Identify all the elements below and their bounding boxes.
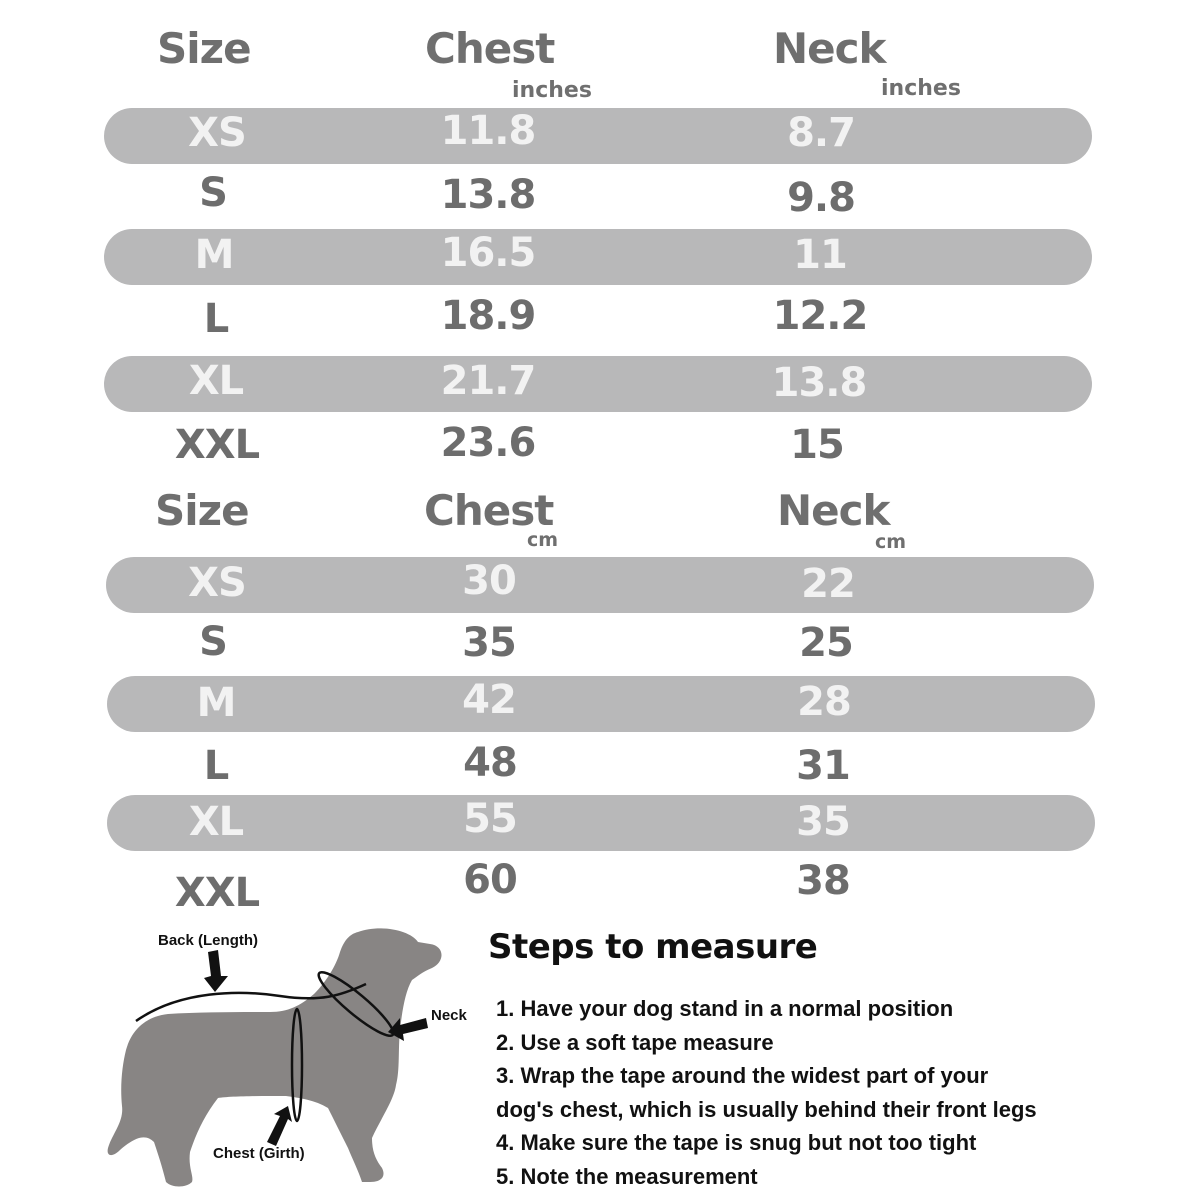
neck-cell: 11 xyxy=(793,232,847,278)
neck-cell: 38 xyxy=(796,858,850,904)
neck-header: Neck xyxy=(777,486,890,535)
step-item: 4. Make sure the tape is snug but not too tight xyxy=(496,1130,977,1155)
neck-cell: 22 xyxy=(801,561,855,607)
chest-cell: 48 xyxy=(463,740,517,786)
step-item: 3. Wrap the tape around the widest part of your xyxy=(496,1063,989,1088)
chest-cell: 16.5 xyxy=(440,230,536,276)
back-length-label: Back (Length) xyxy=(158,932,259,949)
neck-header: Neck xyxy=(773,24,886,73)
size-cell: XXL xyxy=(174,422,260,468)
size-cell: L xyxy=(203,743,229,789)
chest-cell: 23.6 xyxy=(440,420,536,466)
arrow-icon xyxy=(267,1106,292,1146)
size-cell: XS xyxy=(188,560,246,606)
size-cell: XS xyxy=(188,110,246,156)
chest-header: Chest xyxy=(425,24,555,73)
step-item: dog's chest, which is usually behind their front legs xyxy=(496,1096,1037,1122)
chest-cell: 35 xyxy=(462,620,516,666)
chest-cell: 55 xyxy=(463,796,517,842)
neck-cell: 8.7 xyxy=(787,110,855,156)
size-cell: XXL xyxy=(174,870,260,916)
size-cell: S xyxy=(199,619,227,665)
neck-cell: 12.2 xyxy=(772,293,868,339)
chest-cell: 30 xyxy=(462,558,516,604)
neck-unit: inches xyxy=(881,76,961,101)
size-header: Size xyxy=(155,486,249,535)
chest-header: Chest xyxy=(424,486,554,535)
size-cell: M xyxy=(194,232,234,278)
steps-title: Steps to measure xyxy=(488,927,818,967)
size-cell: S xyxy=(199,170,227,216)
arrow-icon xyxy=(204,950,228,992)
neck-unit: cm xyxy=(875,531,907,553)
chest-cell: 18.9 xyxy=(440,293,536,339)
neck-cell: 13.8 xyxy=(771,360,867,406)
neck-cell: 31 xyxy=(796,743,850,789)
size-cell: XL xyxy=(188,799,244,845)
step-item: 5. Note the measurement xyxy=(496,1163,758,1189)
step-item: 2. Use a soft tape measure xyxy=(496,1029,774,1055)
chest-cell: 60 xyxy=(463,857,517,903)
neck-cell: 28 xyxy=(797,679,851,725)
steps-list xyxy=(496,992,1037,1193)
neck-cell: 15 xyxy=(790,422,844,468)
chest-unit: cm xyxy=(527,529,559,551)
neck-cell: 9.8 xyxy=(787,175,855,221)
size-cell: M xyxy=(196,680,236,726)
chest-girth-label: Chest (Girth) xyxy=(213,1145,305,1162)
neck-cell: 35 xyxy=(796,799,850,845)
chest-cell: 11.8 xyxy=(440,108,536,154)
chest-cell: 13.8 xyxy=(440,172,536,218)
size-header: Size xyxy=(157,24,251,73)
chest-unit: inches xyxy=(512,78,592,103)
step-item: 1. Have your dog stand in a normal position xyxy=(496,996,954,1021)
chest-cell: 42 xyxy=(462,677,516,723)
size-cell: XL xyxy=(188,358,244,404)
chest-cell: 21.7 xyxy=(440,358,536,404)
neck-cell: 25 xyxy=(799,620,853,666)
neck-label: Neck xyxy=(431,1007,467,1024)
size-cell: L xyxy=(203,296,229,342)
